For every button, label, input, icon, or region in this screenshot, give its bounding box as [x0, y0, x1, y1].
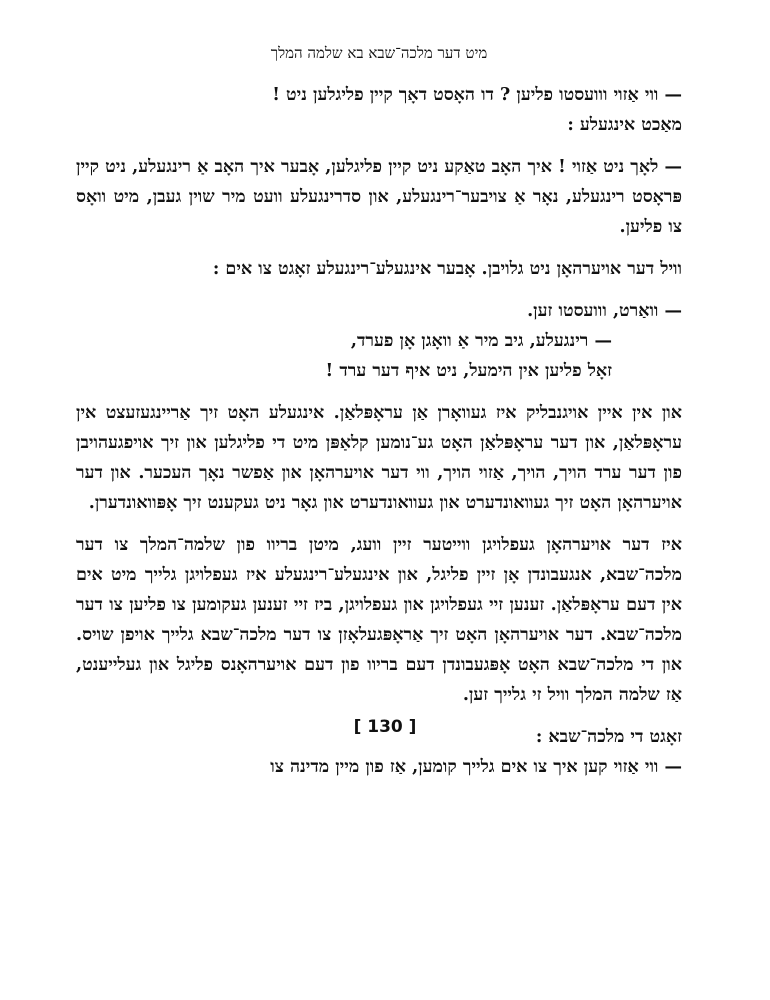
verse-line: — רינגעלע, גיב מיר אַ וואָגן אָן פערד,: [350, 331, 612, 351]
paragraph: מאַכט אינגעלע :: [567, 115, 682, 135]
paragraph: און אין איין אויגנבליק איז געוואָרן אַן עראָפּלאַן. אינגעלע האָט זיך אַריינגעזעצט אין עראָפּלאַן, און דער עראָפּלאַן האָט גע־נומען קלאַפּן מיט די פליגלען און זיך אויפגעהויבן פון דער ערד הויך, הויך, אַזוי הויך, ווי דער אויערהאָן און אַפשר נאָך העכער. און דער אויערהאָן האָט זיך געוואונדערט און געוואונדערט און גאָר ניט געקענט זיך אָפּוואונדערן.: [76, 403, 682, 513]
paragraph: — ווי אַזוי קען איך צו אים גלייך קומען, אַז פון מיין מדינה צו: [270, 757, 682, 777]
paragraph: איז דער אויערהאָן געפלויגן ווייטער זיין וועג, מיטן בריוו פון שלמה־המלך צו דער מלכה־שבא, אנגעבונדן אָן זיין פליגל, און אינגעלע־רינגעלע איז געפלויגן גלייך מיט אים אין דעם עראָפּלאַן. זענען זיי געפלויגן און געפלויגן, ביז זיי זענען געקומען צו פליען צו דער מלכה־שבא. דער אויערהאָן האָט זיך אַראָפּגעלאָזן צו דער מלכה־שבא גלייך אויפן שויס. און די מלכה־שבא האָט אָפּגעבונדן דעם בריוו פון דעם אויערהאָנס פליגל און געלייענט, אַז שלמה המלך וויל זי גלייך זען.: [76, 535, 682, 705]
paragraph: זאָגט די מלכה־שבא :: [535, 727, 682, 747]
paragraph: — ווי אַזוי ווועסטו פליען ? דו האָסט דאָך קיין פליגלען ניט !: [272, 85, 682, 105]
page-number: [ 130 ]: [353, 717, 417, 737]
paragraph: — לאָך ניט אַזוי ! איך האָב טאַקע ניט קיין פליגלען, אָבער איך האָב אַ רינגעלע, ניט קיין פּראָסט רינגעלע, נאָר אַ צויבער־רינגעלע, און סדרינגעלע וועט מיר שוין געבן, מיט וואָס צו פליען.: [76, 157, 682, 237]
paragraph: וויל דער אויערהאָן ניט גלויבן. אָבער אינגעלע־רינגעלע זאָגט צו אים :: [212, 259, 682, 279]
running-head: מיט דער מלכה־שבא בא שלמה המלך: [270, 44, 488, 62]
body-text: [76, 80, 682, 782]
paragraph: — וואַרט, ווועסטו זען.: [527, 301, 682, 321]
book-page: [76, 40, 682, 782]
verse-line: זאָל פליען אין הימעל, ניט איף דער ערד !: [325, 361, 612, 381]
